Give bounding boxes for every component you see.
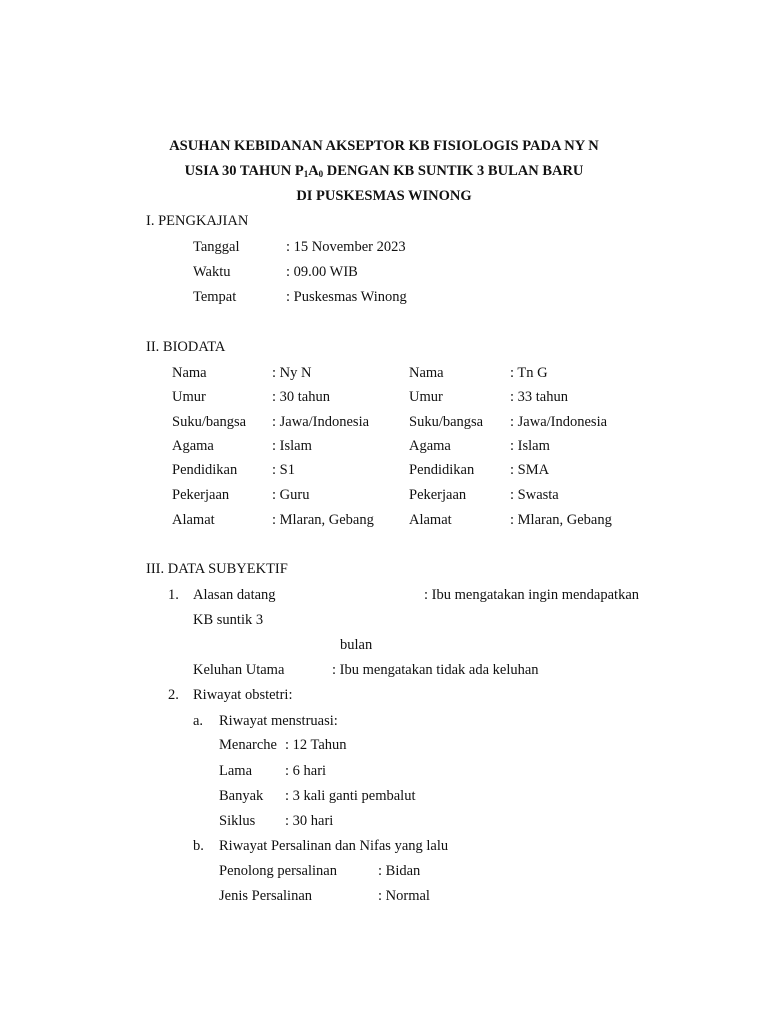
biodata-wife-label: Umur xyxy=(172,389,206,405)
biodata-husband-value: : Tn G xyxy=(510,365,548,381)
alasan-datang-value: : Ibu mengatakan ingin mendapatkan xyxy=(424,587,640,603)
siklus-value: : 30 hari xyxy=(285,813,334,829)
sub-item-letter-a: a. xyxy=(193,713,204,729)
biodata-husband-label: Agama xyxy=(409,438,451,454)
title-text-c: DENGAN KB SUNTIK 3 BULAN BARU xyxy=(323,163,584,179)
biodata-wife-value: : Guru xyxy=(272,487,310,503)
biodata-wife-label: Nama xyxy=(172,365,207,381)
alasan-datang-continuation: KB suntik 3 xyxy=(193,612,264,628)
keluhan-utama-value: : Ibu mengatakan tidak ada keluhan xyxy=(332,662,539,678)
lama-label: Lama xyxy=(219,763,253,779)
alasan-datang-continuation-2: bulan xyxy=(340,637,373,653)
biodata-wife-value: : S1 xyxy=(272,462,295,478)
item-number-2: 2. xyxy=(168,687,179,703)
jenis-persalinan-value: : Normal xyxy=(378,888,430,904)
biodata-husband-label: Pendidikan xyxy=(409,462,475,478)
lama-value: : 6 hari xyxy=(285,763,327,779)
section-heading-pengkajian: I. PENGKAJIAN xyxy=(146,213,249,229)
siklus-label: Siklus xyxy=(219,813,256,829)
document-title-line-1: ASUHAN KEBIDANAN AKSEPTOR KB FISIOLOGIS PADA NY N xyxy=(169,138,599,154)
section-heading-biodata: II. BIODATA xyxy=(146,339,226,355)
biodata-wife-label: Pekerjaan xyxy=(172,487,230,503)
biodata-husband-value: : Mlaran, Gebang xyxy=(510,512,612,528)
biodata-husband-value: : Swasta xyxy=(510,487,559,503)
biodata-husband-value: : Jawa/Indonesia xyxy=(510,414,608,430)
pengkajian-value-tanggal: : 15 November 2023 xyxy=(286,239,406,255)
riwayat-menstruasi-label: Riwayat menstruasi: xyxy=(219,713,338,729)
pengkajian-value-waktu: : 09.00 WIB xyxy=(286,264,358,280)
biodata-wife-label: Agama xyxy=(172,438,214,454)
banyak-label: Banyak xyxy=(219,788,264,804)
document-title-line-3: DI PUSKESMAS WINONG xyxy=(296,188,472,204)
document-title-line-2 xyxy=(0,162,768,180)
biodata-husband-value: : 33 tahun xyxy=(510,389,568,405)
biodata-wife-value: : 30 tahun xyxy=(272,389,330,405)
biodata-wife-value: : Mlaran, Gebang xyxy=(272,512,374,528)
biodata-husband-label: Pekerjaan xyxy=(409,487,467,503)
biodata-wife-label: Suku/bangsa xyxy=(172,414,247,430)
item-number-1: 1. xyxy=(168,587,179,603)
biodata-husband-value: : Islam xyxy=(510,438,550,454)
biodata-husband-label: Nama xyxy=(409,365,444,381)
riwayat-obstetri-label: Riwayat obstetri: xyxy=(193,687,293,703)
jenis-persalinan-label: Jenis Persalinan xyxy=(219,888,313,904)
sub-item-letter-b: b. xyxy=(193,838,204,854)
keluhan-utama-label: Keluhan Utama xyxy=(193,662,285,678)
pengkajian-label-tempat: Tempat xyxy=(193,289,237,305)
biodata-wife-label: Pendidikan xyxy=(172,462,238,478)
pengkajian-value-tempat: : Puskesmas Winong xyxy=(286,289,407,305)
biodata-wife-label: Alamat xyxy=(172,512,215,528)
biodata-wife-value: : Jawa/Indonesia xyxy=(272,414,370,430)
title-subscript-1: 1 xyxy=(303,169,309,179)
menarche-label: Menarche xyxy=(219,737,277,753)
menarche-value: : 12 Tahun xyxy=(285,737,347,753)
riwayat-persalinan-label: Riwayat Persalinan dan Nifas yang lalu xyxy=(219,838,449,854)
penolong-persalinan-value: : Bidan xyxy=(378,863,421,879)
section-heading-subyektif: III. DATA SUBYEKTIF xyxy=(146,561,288,577)
biodata-wife-value: : Ny N xyxy=(272,365,312,381)
biodata-husband-label: Suku/bangsa xyxy=(409,414,484,430)
biodata-husband-value: : SMA xyxy=(510,462,550,478)
biodata-wife-value: : Islam xyxy=(272,438,312,454)
banyak-value: : 3 kali ganti pembalut xyxy=(285,788,416,804)
title-text-b: A xyxy=(308,163,319,179)
title-subscript-2: 0 xyxy=(318,169,324,179)
pengkajian-label-tanggal: Tanggal xyxy=(193,239,240,255)
biodata-husband-label: Alamat xyxy=(409,512,452,528)
biodata-husband-label: Umur xyxy=(409,389,443,405)
title-text-a: USIA 30 TAHUN P xyxy=(184,163,304,179)
pengkajian-label-waktu: Waktu xyxy=(193,264,231,280)
penolong-persalinan-label: Penolong persalinan xyxy=(219,863,337,879)
alasan-datang-label: Alasan datang xyxy=(193,587,276,603)
